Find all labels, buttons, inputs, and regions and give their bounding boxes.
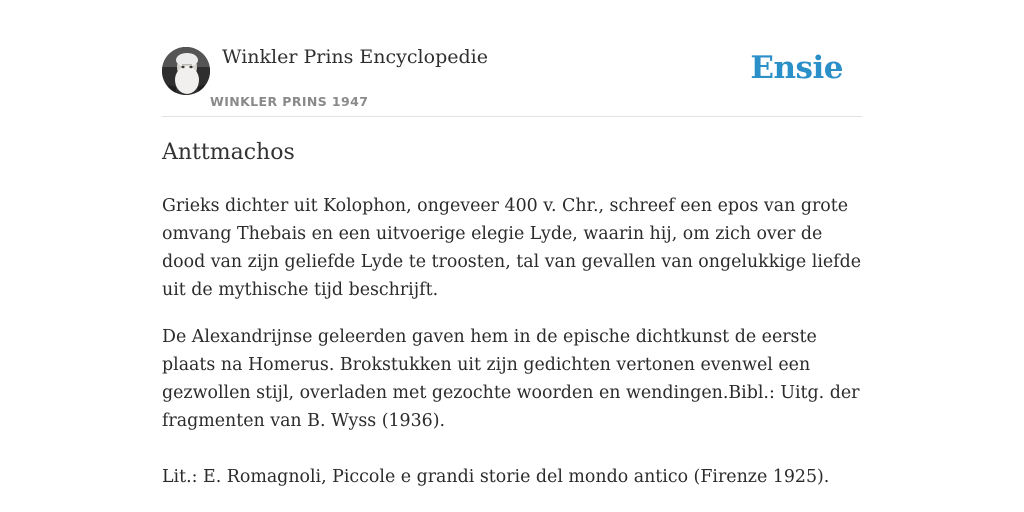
article-paragraph: De Alexandrijnse geleerden gaven hem in de epische dichtkunst de eerste plaats na Homerus. Brokstukken uit zijn gedichten vertonen evenwel een gezwollen stijl, overladen met gezochte woorden en wendingen.Bibl.: Uitg. der fragmenten van B. Wyss (1936). <box>162 327 860 431</box>
page-header <box>162 0 862 117</box>
author-avatar[interactable] <box>162 47 210 95</box>
collection-subtitle[interactable]: WINKLER PRINS 1947 <box>210 94 369 109</box>
article-title: Anttmachos <box>162 140 295 165</box>
page-container <box>162 0 862 487</box>
article-paragraph: Grieks dichter uit Kolophon, ongeveer 400 v. Chr., schreef een epos van grote omvang Thebais en een uitvoerige elegie Lyde, waarin hij, om zich over de dood van zijn geliefde Lyde te troosten, tal van gevallen van ongelukkige liefde uit de mythische tijd beschrijft. <box>162 196 862 300</box>
ensie-logo[interactable]: Ensie <box>750 50 843 86</box>
portrait-icon <box>162 47 210 95</box>
site-title[interactable]: Winkler Prins Encyclopedie <box>222 46 488 68</box>
article-paragraph: Lit.: E. Romagnoli, Piccole e grandi storie del mondo antico (Firenze 1925). <box>162 467 830 487</box>
